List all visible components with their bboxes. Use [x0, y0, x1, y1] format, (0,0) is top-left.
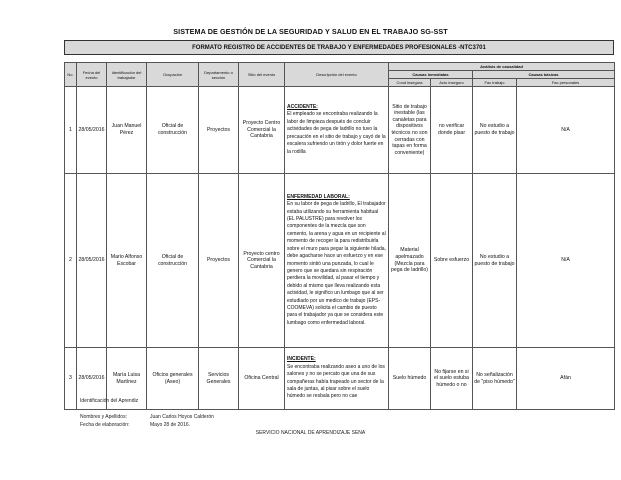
header-causas-basicas: Causas básicas — [473, 71, 615, 79]
header-fac-trabajo: Fac trabajo — [473, 79, 517, 87]
cell-departamento: Proyectos — [199, 174, 239, 348]
footer-institution: SERVICIO NACIONAL DE APRENDIZAJE SENA — [255, 430, 366, 436]
cell-fac-trabajo: No estudio a puesto de trabajo — [473, 174, 517, 348]
format-title-band: FORMATO REGISTRO DE ACCIDENTES DE TRABAJO Y ENFERMEDADES PROFESIONALES -NTC3701 — [64, 40, 614, 55]
cell-fac-trabajo: No señalización de "piso húmedo" — [473, 348, 517, 410]
cell-sitio: Oficina Central — [239, 348, 285, 410]
cell-fac-trabajo: No estudio a puesto de trabajo — [473, 87, 517, 174]
header-ocupacion: Ocupación — [147, 63, 199, 87]
table-row — [65, 87, 615, 174]
cell-departamento: Servicios Generales — [199, 348, 239, 410]
cell-trabajador: Juan Manuel Pérez — [107, 87, 147, 174]
cell-cond-insegura: Suelo húmedo — [389, 348, 431, 410]
header-descripcion: Descripción del evento — [285, 63, 389, 87]
cell-trabajador: María Luisa Martínez — [107, 348, 147, 410]
description-type: ACCIDENTE: — [287, 104, 318, 111]
cell-ocupacion: Oficial de construcción — [147, 87, 199, 174]
cell-fecha: 28/05/2016 — [77, 174, 107, 348]
cell-acto-inseguro: No fijarse en si el suelo estuba húmedo o no — [431, 348, 473, 410]
document-title: SISTEMA DE GESTIÓN DE LA SEGURIDAD Y SALUD EN EL TRABAJO SG-SST — [173, 27, 448, 36]
header-acto-inseguro: Acto inseguro — [431, 79, 473, 87]
header-identificacion: Identificación del trabajador — [107, 63, 147, 87]
footer-fecha-value: Mayo 28 de 2016. — [150, 422, 191, 428]
cell-fac-personales: Afán — [517, 348, 615, 410]
cell-no: 3 — [65, 348, 77, 410]
cell-descripcion — [285, 87, 389, 174]
header-sitio: Sitio del evento — [239, 63, 285, 87]
cell-departamento: Proyectos — [199, 87, 239, 174]
description-text: En su labor de pega de ladrillo, El trabajador estaba utilizando su herramienta habitual (EL PALUSTRE) para revolver los componentes de la mezcla que son cemento, la arena y agua en un recipiente al momento de recoger la para redistribuirla sobre el muro para pegar la siguiente hilada, debe agacharse hace un esfuerzo y en ese momento sintió una punzada, lo cual le genero que se quedara sin respiración perdiera la movilidad, al pasar el tiempo y debido al mismo que lleva realizando esta actividad, le significo un lumbago que al ser estudiado por un medico de trabajo (EPS-COOMEVA) solicita el cambio de puesto para el trabajador ya que se considera este lumbago como enfermedad laboral. — [287, 201, 386, 326]
cell-no: 1 — [65, 87, 77, 174]
accident-register-table — [64, 62, 615, 410]
cell-descripcion — [285, 348, 389, 410]
footer-fecha-label: Fecha de elaboración: — [80, 422, 130, 428]
header-fac-personales: Fac personales — [517, 79, 615, 87]
table-row — [65, 348, 615, 410]
cell-sitio: Proyecto Centro Comercial la Cantabria — [239, 87, 285, 174]
header-fecha: Fecha del evento — [77, 63, 107, 87]
header-analisis: Análisis de causalidad — [389, 63, 615, 71]
cell-fac-personales: N/A — [517, 174, 615, 348]
description-text: Se encontraba realizando aseo a uno de los salones y no se percato que una de sus compañeras había trapeado un sector de la sala de juntas, al pisar sobre el suelo húmedo se resbala pero no cae — [287, 363, 385, 400]
footer-nombres-label: Nombres y Apellidos: — [80, 414, 127, 420]
cell-sitio: Proyecto centro Comercial la Cantabria — [239, 174, 285, 348]
table-row — [65, 174, 615, 348]
cell-descripcion — [285, 174, 389, 348]
cell-ocupacion: Oficial de construcción — [147, 174, 199, 348]
cell-fecha: 28/05/2016 — [77, 348, 107, 410]
header-no: No. — [65, 63, 77, 87]
description-type: ENFERMEDAD LABORAL: — [287, 193, 350, 200]
footer-identificacion: Identificación del Aprendiz — [80, 398, 139, 404]
header-cond-insegura: Cond insegura — [389, 79, 431, 87]
cell-trabajador: Mario Alfonso Escobar — [107, 174, 147, 348]
description-text: El empleado se encontraba realizando la labor de limpieza después de concluir actividades de pega de ladrillo no tuvo la precaución en el sitio de trabajo y cayó de la escalera sufriendo un tirón y dolor fuerte en la rodilla — [287, 111, 386, 155]
cell-fac-personales: N/A — [517, 87, 615, 174]
cell-fecha: 28/05/2016 — [77, 87, 107, 174]
description-type: INCIDENTE: — [287, 356, 316, 363]
cell-cond-insegura: Material apelmazado (Mezcla para pega de ladrillo) — [389, 174, 431, 348]
cell-cond-insegura: Sitio de trabajo inestable (las canaletas para dispositivos técnicos no son cerradas con tapas en forma conveniente) — [389, 87, 431, 174]
header-causas-inmediatas: Causas inmediatas — [389, 71, 473, 79]
header-departamento: Departamento o sección — [199, 63, 239, 87]
cell-acto-inseguro: no verificar donde pisar — [431, 87, 473, 174]
cell-acto-inseguro: Sobre esfuerzo — [431, 174, 473, 348]
footer-nombres-value: Juan Carlos Hoyos Calderón — [150, 414, 214, 420]
cell-no: 2 — [65, 174, 77, 348]
cell-ocupacion: Oficios generales (Aseo) — [147, 348, 199, 410]
